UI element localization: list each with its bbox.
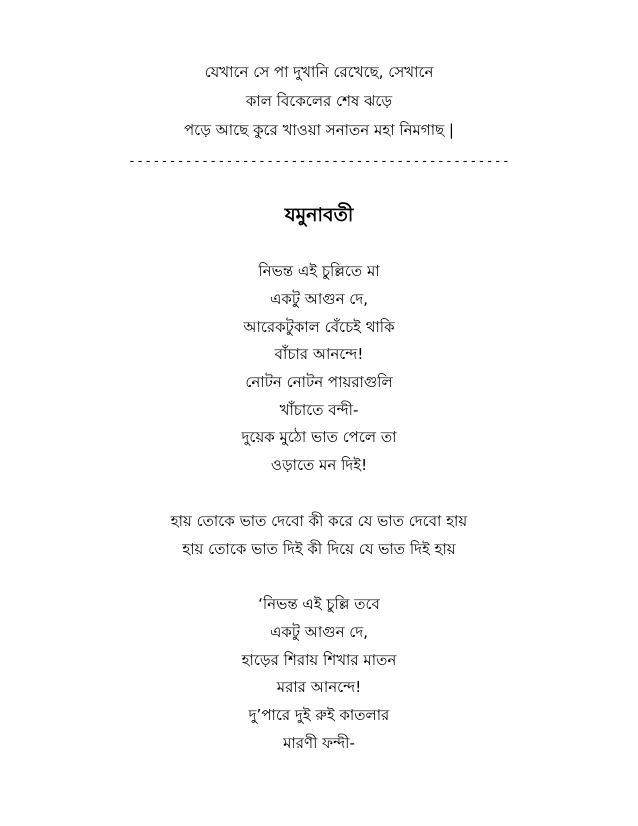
stanza1-line-1: নিভন্ত এই চুল্লিতে মা	[258, 262, 380, 280]
stanza1-line-3: আরেকটুকাল বেঁচেই থাকি	[243, 318, 395, 336]
stanza1-line-8: ওড়াতে মন দিই!	[270, 456, 368, 474]
stanza1-line-5: নোটন নোটন পায়রাগুলি	[245, 373, 393, 391]
stanza3-line-5: দু’পারে দুই রুই কাতলার	[248, 706, 390, 724]
stanza1-line-4: বাঁচার আনন্দে!	[274, 345, 364, 363]
top-stanza-line-3: পড়ে আছে কুরে খাওয়া সনাতন মহা নিমগাছ |	[184, 121, 454, 139]
top-stanza-line-1: যেখানে সে পা দুখানি রেখেছে, সেখানে	[204, 63, 434, 81]
stanza3-line-4: মরার আনন্দে!	[276, 678, 362, 696]
stanza1-line-7: দুয়েক মুঠো ভাত পেলে তা	[241, 428, 397, 446]
stanza3-line-3: হাড়ের শিরায় শিখার মাতন	[241, 651, 397, 669]
stanza1-line-6: খাঁচাতে বন্দী-	[279, 401, 359, 419]
stanza2-line-2: হায় তোকে ভাত দিই কী দিয়ে যে ভাত দিই হায়	[182, 540, 456, 558]
section-divider: -----------------------------------------------	[128, 154, 510, 169]
top-stanza-line-2: কাল বিকেলের শেষ ঝড়ে	[245, 92, 393, 110]
stanza2-line-1: হায় তোকে ভাত দেবো কী করে যে ভাত দেবো হায়	[170, 512, 468, 530]
stanza3-line-2: একটু আগুন দে,	[269, 623, 369, 641]
stanza1-line-2: একটু আগুন দে,	[269, 290, 369, 308]
stanza3-line-1: ‘নিভন্ত এই চুল্লি তবে	[258, 595, 380, 613]
poem-title: যমুনাবতী	[284, 204, 354, 226]
stanza3-line-6: মারণী ফন্দী-	[283, 734, 355, 752]
